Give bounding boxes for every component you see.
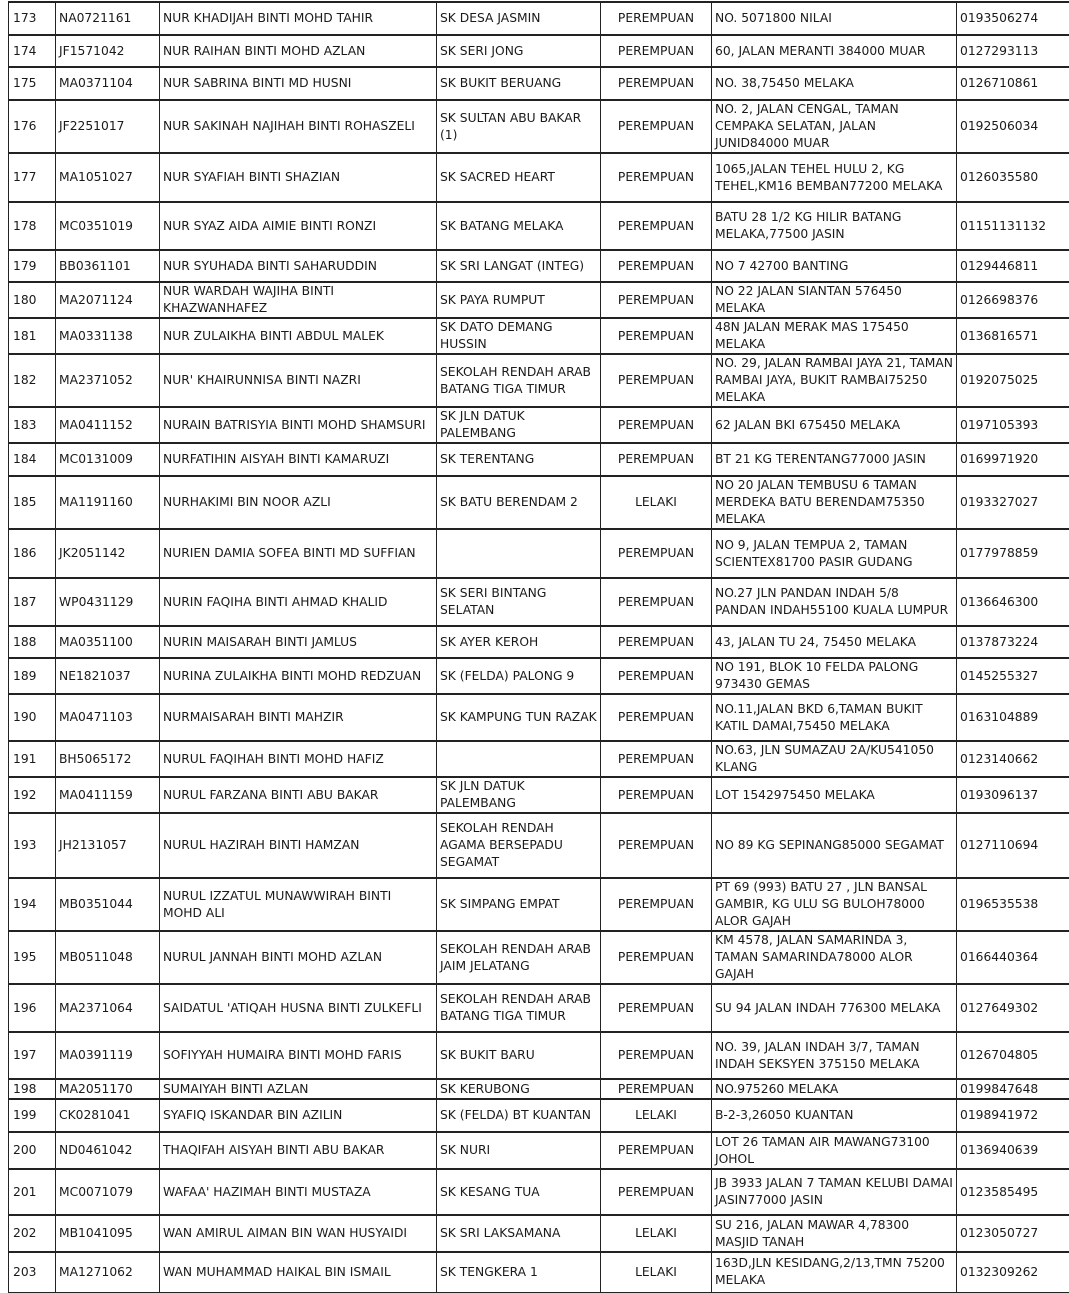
address-cell: LOT 1542975450 MELAKA bbox=[712, 777, 957, 813]
student-name-cell: NURFATIHIN AISYAH BINTI KAMARUZI bbox=[160, 443, 437, 476]
school-name-cell: SK BUKIT BARU bbox=[437, 1032, 601, 1079]
student-id-cell: JF2251017 bbox=[56, 100, 160, 153]
school-name-cell: SK JLN DATUK PALEMBANG bbox=[437, 777, 601, 813]
phone-number-cell: 0169971920 bbox=[957, 443, 1069, 476]
student-name-cell: NUR' KHAIRUNNISA BINTI NAZRI bbox=[160, 354, 437, 407]
school-name-cell: SK (FELDA) BT KUANTAN bbox=[437, 1099, 601, 1132]
gender-cell: PEREMPUAN bbox=[601, 694, 712, 741]
student-name-cell: SAIDATUL 'ATIQAH HUSNA BINTI ZULKEFLI bbox=[160, 984, 437, 1032]
row-number-cell: 199 bbox=[9, 1099, 56, 1132]
gender-cell: LELAKI bbox=[601, 476, 712, 529]
gender-cell: PEREMPUAN bbox=[601, 250, 712, 282]
student-table bbox=[8, 1, 1069, 1293]
school-name-cell: SK JLN DATUK PALEMBANG bbox=[437, 407, 601, 443]
school-name-cell: SEKOLAH RENDAH ARAB BATANG TIGA TIMUR bbox=[437, 984, 601, 1032]
row-number-cell: 196 bbox=[9, 984, 56, 1032]
student-name-cell: NUR SYAFIAH BINTI SHAZIAN bbox=[160, 153, 437, 202]
table-row bbox=[9, 984, 1069, 1032]
table-row bbox=[9, 318, 1069, 354]
student-id-cell: NE1821037 bbox=[56, 658, 160, 694]
table-row bbox=[9, 626, 1069, 658]
row-number-cell: 201 bbox=[9, 1169, 56, 1215]
student-id-cell: MA1051027 bbox=[56, 153, 160, 202]
phone-number-cell: 0136816571 bbox=[957, 318, 1069, 354]
phone-number-cell: 0163104889 bbox=[957, 694, 1069, 741]
phone-number-cell: 0126698376 bbox=[957, 282, 1069, 318]
student-id-cell: NA0721161 bbox=[56, 2, 160, 35]
table-row bbox=[9, 250, 1069, 282]
phone-number-cell: 0123585495 bbox=[957, 1169, 1069, 1215]
gender-cell: PEREMPUAN bbox=[601, 626, 712, 658]
school-name-cell: SK SACRED HEART bbox=[437, 153, 601, 202]
row-number-cell: 175 bbox=[9, 67, 56, 100]
phone-number-cell: 0136646300 bbox=[957, 578, 1069, 626]
gender-cell: PEREMPUAN bbox=[601, 35, 712, 67]
address-cell: PT 69 (993) BATU 27 , JLN BANSAL GAMBIR, KG ULU SG BULOH78000 ALOR GAJAH bbox=[712, 878, 957, 931]
student-name-cell: NURUL FARZANA BINTI ABU BAKAR bbox=[160, 777, 437, 813]
school-name-cell: SK BATU BERENDAM 2 bbox=[437, 476, 601, 529]
school-name-cell bbox=[437, 741, 601, 777]
student-name-cell: NUR SABRINA BINTI MD HUSNI bbox=[160, 67, 437, 100]
row-number-cell: 185 bbox=[9, 476, 56, 529]
school-name-cell bbox=[437, 529, 601, 578]
gender-cell: PEREMPUAN bbox=[601, 443, 712, 476]
table-row bbox=[9, 282, 1069, 318]
address-cell: NO 20 JALAN TEMBUSU 6 TAMAN MERDEKA BATU BERENDAM75350 MELAKA bbox=[712, 476, 957, 529]
table-row bbox=[9, 529, 1069, 578]
phone-number-cell: 0177978859 bbox=[957, 529, 1069, 578]
gender-cell: PEREMPUAN bbox=[601, 777, 712, 813]
school-name-cell: SK TENGKERA 1 bbox=[437, 1252, 601, 1292]
gender-cell: PEREMPUAN bbox=[601, 931, 712, 984]
school-name-cell: SK KAMPUNG TUN RAZAK bbox=[437, 694, 601, 741]
gender-cell: PEREMPUAN bbox=[601, 1079, 712, 1099]
student-name-cell: NUR SAKINAH NAJIHAH BINTI ROHASZELI bbox=[160, 100, 437, 153]
address-cell: NO.27 JLN PANDAN INDAH 5/8 PANDAN INDAH55100 KUALA LUMPUR bbox=[712, 578, 957, 626]
row-number-cell: 190 bbox=[9, 694, 56, 741]
row-number-cell: 176 bbox=[9, 100, 56, 153]
gender-cell: PEREMPUAN bbox=[601, 282, 712, 318]
student-name-cell: NURIN FAQIHA BINTI AHMAD KHALID bbox=[160, 578, 437, 626]
student-id-cell: MB0511048 bbox=[56, 931, 160, 984]
address-cell: NO.63, JLN SUMAZAU 2A/KU541050 KLANG bbox=[712, 741, 957, 777]
student-name-cell: NUR ZULAIKHA BINTI ABDUL MALEK bbox=[160, 318, 437, 354]
school-name-cell: SK SERI BINTANG SELATAN bbox=[437, 578, 601, 626]
student-name-cell: NURIEN DAMIA SOFEA BINTI MD SUFFIAN bbox=[160, 529, 437, 578]
student-name-cell: NUR SYAZ AIDA AIMIE BINTI RONZI bbox=[160, 202, 437, 250]
row-number-cell: 181 bbox=[9, 318, 56, 354]
student-id-cell: MA1191160 bbox=[56, 476, 160, 529]
gender-cell: PEREMPUAN bbox=[601, 813, 712, 878]
school-name-cell: SK KESANG TUA bbox=[437, 1169, 601, 1215]
address-cell: 43, JALAN TU 24, 75450 MELAKA bbox=[712, 626, 957, 658]
table-row bbox=[9, 202, 1069, 250]
school-name-cell: SK SERI JONG bbox=[437, 35, 601, 67]
row-number-cell: 191 bbox=[9, 741, 56, 777]
student-id-cell: JF1571042 bbox=[56, 35, 160, 67]
student-id-cell: MB0351044 bbox=[56, 878, 160, 931]
student-id-cell: MA2071124 bbox=[56, 282, 160, 318]
table-row bbox=[9, 443, 1069, 476]
table-row bbox=[9, 931, 1069, 984]
school-name-cell: SK SRI LANGAT (INTEG) bbox=[437, 250, 601, 282]
phone-number-cell: 01151131132 bbox=[957, 202, 1069, 250]
row-number-cell: 189 bbox=[9, 658, 56, 694]
phone-number-cell: 0127649302 bbox=[957, 984, 1069, 1032]
student-name-cell: WAFAA' HAZIMAH BINTI MUSTAZA bbox=[160, 1169, 437, 1215]
student-name-cell: NUR RAIHAN BINTI MOHD AZLAN bbox=[160, 35, 437, 67]
student-name-cell: NUR WARDAH WAJIHA BINTI KHAZWANHAFEZ bbox=[160, 282, 437, 318]
row-number-cell: 195 bbox=[9, 931, 56, 984]
student-id-cell: MA0471103 bbox=[56, 694, 160, 741]
table-row bbox=[9, 153, 1069, 202]
row-number-cell: 173 bbox=[9, 2, 56, 35]
student-id-cell: MC0351019 bbox=[56, 202, 160, 250]
row-number-cell: 186 bbox=[9, 529, 56, 578]
phone-number-cell: 0166440364 bbox=[957, 931, 1069, 984]
row-number-cell: 183 bbox=[9, 407, 56, 443]
row-number-cell: 200 bbox=[9, 1132, 56, 1169]
school-name-cell: SEKOLAH RENDAH ARAB JAIM JELATANG bbox=[437, 931, 601, 984]
table-row bbox=[9, 741, 1069, 777]
address-cell: JB 3933 JALAN 7 TAMAN KELUBI DAMAI JASIN77000 JASIN bbox=[712, 1169, 957, 1215]
address-cell: SU 94 JALAN INDAH 776300 MELAKA bbox=[712, 984, 957, 1032]
student-id-cell: MC0131009 bbox=[56, 443, 160, 476]
school-name-cell: SK PAYA RUMPUT bbox=[437, 282, 601, 318]
phone-number-cell: 0192075025 bbox=[957, 354, 1069, 407]
table-row bbox=[9, 407, 1069, 443]
student-name-cell: SOFIYYAH HUMAIRA BINTI MOHD FARIS bbox=[160, 1032, 437, 1079]
student-id-cell: MA0371104 bbox=[56, 67, 160, 100]
gender-cell: PEREMPUAN bbox=[601, 318, 712, 354]
address-cell: NO 191, BLOK 10 FELDA PALONG 973430 GEMAS bbox=[712, 658, 957, 694]
student-id-cell: BB0361101 bbox=[56, 250, 160, 282]
table-row bbox=[9, 694, 1069, 741]
student-table-body bbox=[9, 2, 1069, 1292]
table-row bbox=[9, 1215, 1069, 1252]
row-number-cell: 193 bbox=[9, 813, 56, 878]
table-row bbox=[9, 1032, 1069, 1079]
table-row bbox=[9, 2, 1069, 35]
phone-number-cell: 0199847648 bbox=[957, 1079, 1069, 1099]
student-id-cell: MA0411152 bbox=[56, 407, 160, 443]
row-number-cell: 198 bbox=[9, 1079, 56, 1099]
row-number-cell: 194 bbox=[9, 878, 56, 931]
row-number-cell: 192 bbox=[9, 777, 56, 813]
student-id-cell: MB1041095 bbox=[56, 1215, 160, 1252]
phone-number-cell: 0126704805 bbox=[957, 1032, 1069, 1079]
table-row bbox=[9, 878, 1069, 931]
address-cell: KM 4578, JALAN SAMARINDA 3, TAMAN SAMARINDA78000 ALOR GAJAH bbox=[712, 931, 957, 984]
phone-number-cell: 0123140662 bbox=[957, 741, 1069, 777]
school-name-cell: SK SIMPANG EMPAT bbox=[437, 878, 601, 931]
student-name-cell: NURINA ZULAIKHA BINTI MOHD REDZUAN bbox=[160, 658, 437, 694]
school-name-cell: SK SRI LAKSAMANA bbox=[437, 1215, 601, 1252]
row-number-cell: 187 bbox=[9, 578, 56, 626]
gender-cell: PEREMPUAN bbox=[601, 100, 712, 153]
table-row bbox=[9, 1169, 1069, 1215]
address-cell: 1065,JALAN TEHEL HULU 2, KG TEHEL,KM16 BEMBAN77200 MELAKA bbox=[712, 153, 957, 202]
address-cell: B-2-3,26050 KUANTAN bbox=[712, 1099, 957, 1132]
address-cell: SU 216, JALAN MAWAR 4,78300 MASJID TANAH bbox=[712, 1215, 957, 1252]
school-name-cell: SK DATO DEMANG HUSSIN bbox=[437, 318, 601, 354]
phone-number-cell: 0127110694 bbox=[957, 813, 1069, 878]
student-name-cell: NURIN MAISARAH BINTI JAMLUS bbox=[160, 626, 437, 658]
table-row bbox=[9, 658, 1069, 694]
school-name-cell: SK KERUBONG bbox=[437, 1079, 601, 1099]
student-id-cell: BH5065172 bbox=[56, 741, 160, 777]
school-name-cell: SK NURI bbox=[437, 1132, 601, 1169]
gender-cell: LELAKI bbox=[601, 1252, 712, 1292]
table-row bbox=[9, 1079, 1069, 1099]
student-name-cell: NURUL HAZIRAH BINTI HAMZAN bbox=[160, 813, 437, 878]
school-name-cell: SK DESA JASMIN bbox=[437, 2, 601, 35]
school-name-cell: SK BATANG MELAKA bbox=[437, 202, 601, 250]
gender-cell: PEREMPUAN bbox=[601, 529, 712, 578]
school-name-cell: SK TERENTANG bbox=[437, 443, 601, 476]
gender-cell: PEREMPUAN bbox=[601, 878, 712, 931]
table-row bbox=[9, 100, 1069, 153]
phone-number-cell: 0145255327 bbox=[957, 658, 1069, 694]
student-name-cell: NURUL IZZATUL MUNAWWIRAH BINTI MOHD ALI bbox=[160, 878, 437, 931]
student-name-cell: THAQIFAH AISYAH BINTI ABU BAKAR bbox=[160, 1132, 437, 1169]
student-name-cell: SYAFIQ ISKANDAR BIN AZILIN bbox=[160, 1099, 437, 1132]
phone-number-cell: 0132309262 bbox=[957, 1252, 1069, 1292]
address-cell: 62 JALAN BKI 675450 MELAKA bbox=[712, 407, 957, 443]
address-cell: NO. 38,75450 MELAKA bbox=[712, 67, 957, 100]
gender-cell: PEREMPUAN bbox=[601, 202, 712, 250]
gender-cell: LELAKI bbox=[601, 1099, 712, 1132]
gender-cell: LELAKI bbox=[601, 1215, 712, 1252]
gender-cell: PEREMPUAN bbox=[601, 578, 712, 626]
row-number-cell: 203 bbox=[9, 1252, 56, 1292]
student-id-cell: MA2371064 bbox=[56, 984, 160, 1032]
address-cell: 48N JALAN MERAK MAS 175450 MELAKA bbox=[712, 318, 957, 354]
student-name-cell: WAN AMIRUL AIMAN BIN WAN HUSYAIDI bbox=[160, 1215, 437, 1252]
address-cell: NO 22 JALAN SIANTAN 576450 MELAKA bbox=[712, 282, 957, 318]
gender-cell: PEREMPUAN bbox=[601, 407, 712, 443]
student-id-cell: JK2051142 bbox=[56, 529, 160, 578]
school-name-cell: SK (FELDA) PALONG 9 bbox=[437, 658, 601, 694]
gender-cell: PEREMPUAN bbox=[601, 354, 712, 407]
table-row bbox=[9, 813, 1069, 878]
phone-number-cell: 0193327027 bbox=[957, 476, 1069, 529]
student-name-cell: NURUL FAQIHAH BINTI MOHD HAFIZ bbox=[160, 741, 437, 777]
student-id-cell: MA0351100 bbox=[56, 626, 160, 658]
student-name-cell: WAN MUHAMMAD HAIKAL BIN ISMAIL bbox=[160, 1252, 437, 1292]
gender-cell: PEREMPUAN bbox=[601, 1032, 712, 1079]
address-cell: LOT 26 TAMAN AIR MAWANG73100 JOHOL bbox=[712, 1132, 957, 1169]
row-number-cell: 180 bbox=[9, 282, 56, 318]
table-row bbox=[9, 1099, 1069, 1132]
student-name-cell: NURAIN BATRISYIA BINTI MOHD SHAMSURI bbox=[160, 407, 437, 443]
student-name-cell: NURMAISARAH BINTI MAHZIR bbox=[160, 694, 437, 741]
student-name-cell: NUR SYUHADA BINTI SAHARUDDIN bbox=[160, 250, 437, 282]
row-number-cell: 179 bbox=[9, 250, 56, 282]
address-cell: NO. 2, JALAN CENGAL, TAMAN CEMPAKA SELATAN, JALAN JUNID84000 MUAR bbox=[712, 100, 957, 153]
gender-cell: PEREMPUAN bbox=[601, 741, 712, 777]
row-number-cell: 182 bbox=[9, 354, 56, 407]
address-cell: NO 89 KG SEPINANG85000 SEGAMAT bbox=[712, 813, 957, 878]
phone-number-cell: 0123050727 bbox=[957, 1215, 1069, 1252]
student-id-cell: MA1271062 bbox=[56, 1252, 160, 1292]
table-row bbox=[9, 354, 1069, 407]
gender-cell: PEREMPUAN bbox=[601, 153, 712, 202]
row-number-cell: 188 bbox=[9, 626, 56, 658]
school-name-cell: SK AYER KEROH bbox=[437, 626, 601, 658]
address-cell: NO.975260 MELAKA bbox=[712, 1079, 957, 1099]
address-cell: BT 21 KG TERENTANG77000 JASIN bbox=[712, 443, 957, 476]
student-id-cell: MA0331138 bbox=[56, 318, 160, 354]
address-cell: NO. 29, JALAN RAMBAI JAYA 21, TAMAN RAMBAI JAYA, BUKIT RAMBAI75250 MELAKA bbox=[712, 354, 957, 407]
table-row bbox=[9, 35, 1069, 67]
address-cell: NO. 39, JALAN INDAH 3/7, TAMAN INDAH SEKSYEN 375150 MELAKA bbox=[712, 1032, 957, 1079]
phone-number-cell: 0198941972 bbox=[957, 1099, 1069, 1132]
row-number-cell: 202 bbox=[9, 1215, 56, 1252]
student-id-cell: MA2051170 bbox=[56, 1079, 160, 1099]
gender-cell: PEREMPUAN bbox=[601, 2, 712, 35]
student-id-cell: MA2371052 bbox=[56, 354, 160, 407]
student-id-cell: MA0411159 bbox=[56, 777, 160, 813]
address-cell: NO 7 42700 BANTING bbox=[712, 250, 957, 282]
student-name-cell: NURUL JANNAH BINTI MOHD AZLAN bbox=[160, 931, 437, 984]
student-id-cell: CK0281041 bbox=[56, 1099, 160, 1132]
gender-cell: PEREMPUAN bbox=[601, 1169, 712, 1215]
school-name-cell: SK BUKIT BERUANG bbox=[437, 67, 601, 100]
student-name-cell: NURHAKIMI BIN NOOR AZLI bbox=[160, 476, 437, 529]
table-row bbox=[9, 67, 1069, 100]
address-cell: NO.11,JALAN BKD 6,TAMAN BUKIT KATIL DAMAI,75450 MELAKA bbox=[712, 694, 957, 741]
phone-number-cell: 0126035580 bbox=[957, 153, 1069, 202]
table-row bbox=[9, 578, 1069, 626]
table-row bbox=[9, 1132, 1069, 1169]
student-name-cell: NUR KHADIJAH BINTI MOHD TAHIR bbox=[160, 2, 437, 35]
address-cell: NO 9, JALAN TEMPUA 2, TAMAN SCIENTEX81700 PASIR GUDANG bbox=[712, 529, 957, 578]
row-number-cell: 174 bbox=[9, 35, 56, 67]
phone-number-cell: 0137873224 bbox=[957, 626, 1069, 658]
gender-cell: PEREMPUAN bbox=[601, 67, 712, 100]
student-id-cell: MC0071079 bbox=[56, 1169, 160, 1215]
phone-number-cell: 0129446811 bbox=[957, 250, 1069, 282]
row-number-cell: 178 bbox=[9, 202, 56, 250]
address-cell: 60, JALAN MERANTI 384000 MUAR bbox=[712, 35, 957, 67]
row-number-cell: 177 bbox=[9, 153, 56, 202]
phone-number-cell: 0136940639 bbox=[957, 1132, 1069, 1169]
phone-number-cell: 0193096137 bbox=[957, 777, 1069, 813]
table-row bbox=[9, 777, 1069, 813]
row-number-cell: 184 bbox=[9, 443, 56, 476]
student-id-cell: WP0431129 bbox=[56, 578, 160, 626]
phone-number-cell: 0126710861 bbox=[957, 67, 1069, 100]
student-id-cell: ND0461042 bbox=[56, 1132, 160, 1169]
row-number-cell: 197 bbox=[9, 1032, 56, 1079]
student-id-cell: MA0391119 bbox=[56, 1032, 160, 1079]
phone-number-cell: 0193506274 bbox=[957, 2, 1069, 35]
phone-number-cell: 0196535538 bbox=[957, 878, 1069, 931]
address-cell: 163D,JLN KESIDANG,2/13,TMN 75200 MELAKA bbox=[712, 1252, 957, 1292]
student-name-cell: SUMAIYAH BINTI AZLAN bbox=[160, 1079, 437, 1099]
gender-cell: PEREMPUAN bbox=[601, 658, 712, 694]
table-row bbox=[9, 1252, 1069, 1292]
gender-cell: PEREMPUAN bbox=[601, 1132, 712, 1169]
school-name-cell: SK SULTAN ABU BAKAR (1) bbox=[437, 100, 601, 153]
student-id-cell: JH2131057 bbox=[56, 813, 160, 878]
phone-number-cell: 0197105393 bbox=[957, 407, 1069, 443]
phone-number-cell: 0192506034 bbox=[957, 100, 1069, 153]
gender-cell: PEREMPUAN bbox=[601, 984, 712, 1032]
table-row bbox=[9, 476, 1069, 529]
address-cell: BATU 28 1/2 KG HILIR BATANG MELAKA,77500 JASIN bbox=[712, 202, 957, 250]
phone-number-cell: 0127293113 bbox=[957, 35, 1069, 67]
school-name-cell: SEKOLAH RENDAH AGAMA BERSEPADU SEGAMAT bbox=[437, 813, 601, 878]
address-cell: NO. 5071800 NILAI bbox=[712, 2, 957, 35]
school-name-cell: SEKOLAH RENDAH ARAB BATANG TIGA TIMUR bbox=[437, 354, 601, 407]
